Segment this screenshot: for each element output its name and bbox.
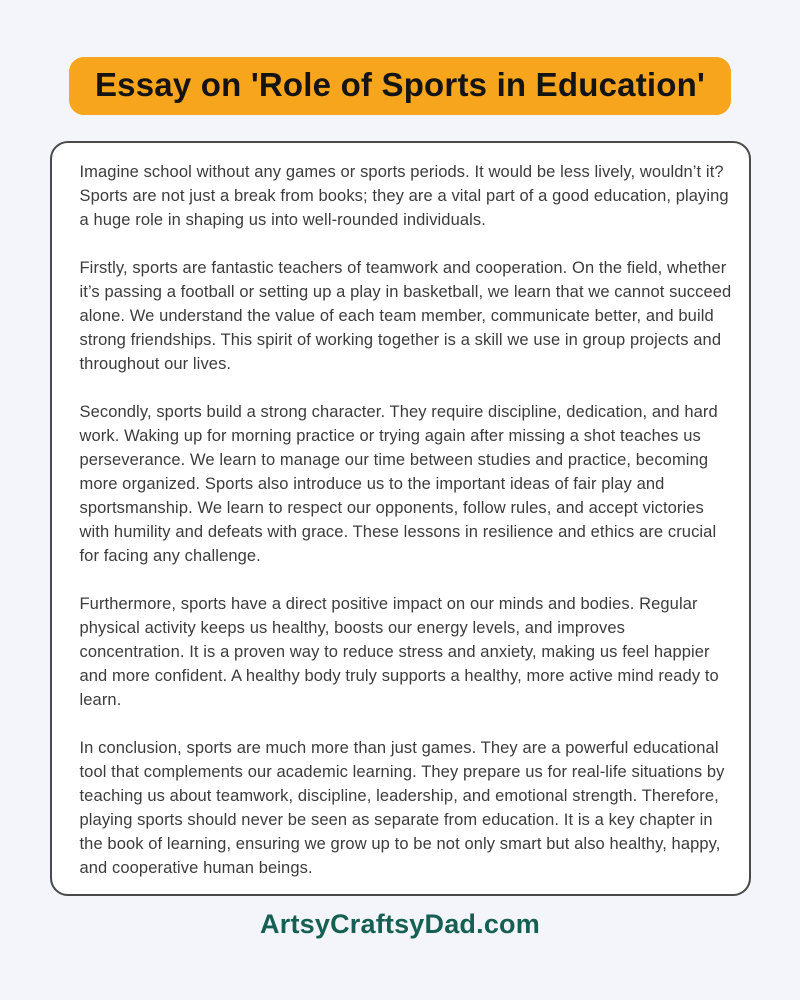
essay-paragraph-teamwork: Firstly, sports are fantastic teachers of teamwork and cooperation. On the field, whether it’s passing a football or setting up a play in basketball, we learn that we cannot succeed alone. We understand the value of each team member, communicate better, and build strong friendships. This spirit of working together is a skill we use in group projects and throughout our lives. [79, 259, 732, 373]
essay-paragraph-health: Furthermore, sports have a direct positive impact on our minds and bodies. Regular physical activity keeps us healthy, boosts our energy levels, and improves concentration. It is a proven way to reduce stress and anxiety, making us feel happier and more confident. A healthy body truly supports a healthy, more active mind ready to learn. [79, 595, 719, 709]
site-name-link[interactable]: ArtsyCraftsyDad.com [260, 909, 540, 939]
essay-paragraph-intro: Imagine school without any games or sports periods. It would be less lively, wouldn’t it? Sports are not just a break from books; they are a vital part of a good education, playing a huge role in shaping us into well-rounded individuals. [79, 163, 729, 229]
footer [260, 909, 540, 940]
page-title: Essay on 'Role of Sports in Education' [94, 66, 706, 103]
essay-paragraph-conclusion: In conclusion, sports are much more than just games. They are a powerful educational tool that complements our academic learning. They prepare us for real-life situations by teaching us about teamwork, discipline, leadership, and emotional strength. Therefore, playing sports should never be seen as separate from education. It is a key chapter in the book of learning, ensuring we grow up to be not only smart but also healthy, happy, and cooperative human beings. [79, 739, 725, 877]
title-banner [69, 57, 731, 115]
essay-paragraph-character: Secondly, sports build a strong character. They require discipline, dedication, and hard work. Waking up for morning practice or trying again after missing a shot teaches us perseverance. We learn to manage our time between studies and practice, becoming more organized. Sports also introduce us to the important ideas of fair play and sportsmanship. We learn to respect our opponents, follow rules, and accept victories with humility and defeats with grace. These lessons in resilience and ethics are crucial for facing any challenge. [79, 403, 718, 565]
essay-card [50, 141, 751, 896]
